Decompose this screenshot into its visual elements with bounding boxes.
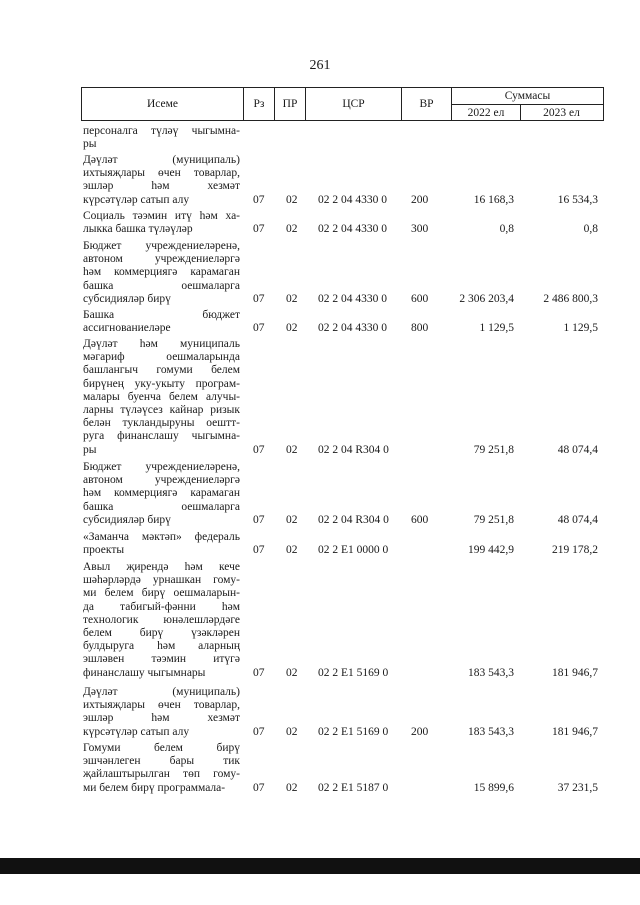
row-name-line: башка оешмаларга [83,500,240,513]
row-name-line: белем бирү үзәкләрен [83,626,240,639]
row-name-line: малары буенча белем алучы- [83,390,240,403]
row-rz: 07 [253,443,265,456]
row-name-line: һәм коммерциягә карамаган [83,266,240,279]
row-pr: 02 [286,725,298,738]
row-value-2022: 2 306 203,4 [459,292,514,305]
row-name [83,309,240,335]
header-year-2023: 2023 ел [543,106,580,119]
row-vr: 300 [411,223,429,236]
row-name [83,210,240,236]
row-name [83,240,240,306]
row-name-line: ихтыяҗлары өчен товарлар, [83,699,240,712]
row-vr: 200 [411,193,429,206]
row-name-line: Авыл җирендә һәм кече [83,561,240,573]
row-value-2023: 1 129,5 [563,322,598,335]
row-rz: 07 [253,322,265,335]
row-name-line: эшләр һәм хезмәт [83,180,240,193]
row-name-line: финанслашу чыгымнары [83,666,206,679]
row-value-2023: 16 534,3 [557,193,598,206]
page-number: 261 [309,58,331,73]
row-value-2022: 183 543,3 [468,666,514,679]
row-value-2022: 15 899,6 [473,781,514,794]
header-csr: ЦСР [306,88,402,120]
row-csr: 02 2 04 4330 0 [318,193,387,206]
header-pr: ПР [275,88,306,120]
row-rz: 07 [253,666,265,679]
row-csr: 02 2 04 R304 0 [318,443,389,456]
row-vr: 800 [411,322,429,335]
row-name-line: бирүнең уку-укыту програм- [83,377,240,390]
row-value-2022: 0,8 [499,223,514,236]
row-value-2023: 48 074,4 [557,443,598,456]
row-rz: 07 [253,544,265,557]
row-name-line: Башка бюджет [83,309,240,321]
row-name-line: җайлаштырылган төп гому- [83,768,240,781]
row-name [83,125,240,151]
row-name-line: «Заманча мәктәп» федераль [83,531,240,543]
row-name-line: мәгариф оешмаларында [83,351,240,364]
row-name-line: ларны түләүсез кайнар ризык [83,403,240,416]
row-name-line: лыкка башка түләүләр [83,223,193,236]
row-name-line: ассигнованиеләре [83,322,171,335]
row-pr: 02 [286,292,298,305]
row-name-line: күрсәтүләр сатып алу [83,193,190,206]
row-rz: 07 [253,781,265,794]
row-name-line: Бюджет учреждениеләренә, [83,461,240,473]
row-value-2023: 0,8 [583,223,598,236]
row-name-line: да табигый-фәнни һәм [83,600,240,613]
row-name-line: эшләр һәм хезмәт [83,712,240,725]
row-pr: 02 [286,223,298,236]
row-name-line: ихтыяҗлары өчен товарлар, [83,167,240,180]
row-value-2023: 219 178,2 [552,544,598,557]
row-name-line: башка оешмаларга [83,279,240,292]
row-value-2023: 37 231,5 [557,781,598,794]
row-name-line: Гомуми белем бирү [83,742,240,754]
row-value-2023: 181 946,7 [552,666,598,679]
row-pr: 02 [286,544,298,557]
table-header [81,87,604,121]
row-name-line: ры [83,443,97,456]
row-value-2023: 2 486 800,3 [543,292,598,305]
row-pr: 02 [286,513,298,526]
row-rz: 07 [253,223,265,236]
row-vr: 200 [411,725,429,738]
row-name-line: Бюджет учреждениеләренә, [83,240,240,252]
row-name-line: субсидияләр бирү [83,292,171,305]
row-name-line: Социаль тәэмин итү һәм ха- [83,210,240,222]
row-value-2022: 1 129,5 [479,322,514,335]
row-csr: 02 2 Е1 0000 0 [318,544,389,557]
row-csr: 02 2 Е1 5169 0 [318,725,389,738]
row-csr: 02 2 04 4330 0 [318,322,387,335]
row-name-line: Дәүләт һәм муниципаль [83,338,240,350]
header-year-2022: 2022 ел [452,104,521,121]
header-rz: Рз [244,88,275,120]
row-name-line: һәм коммерциягә карамаган [83,487,240,500]
row-rz: 07 [253,292,265,305]
row-name-line: ми белем бирү программала- [83,781,226,794]
scan-edge-bar [0,858,640,874]
row-value-2022: 79 251,8 [473,443,514,456]
row-name-line: эшчәнлеген бары тик [83,755,240,768]
row-value-2022: 199 442,9 [468,544,514,557]
row-name [83,338,240,457]
row-value-2023: 181 946,7 [552,725,598,738]
row-name-line: субсидияләр бирү [83,513,171,526]
row-rz: 07 [253,193,265,206]
row-name-line: проекты [83,544,125,557]
row-name [83,561,240,680]
row-csr: 02 2 Е1 5187 0 [318,781,389,794]
row-name-line: автоном учреждениеләргә [83,474,240,487]
row-rz: 07 [253,725,265,738]
row-name-line: персоналга түләү чыгымна- [83,125,240,137]
row-name [83,531,240,557]
row-value-2023: 48 074,4 [557,513,598,526]
row-pr: 02 [286,781,298,794]
row-name-line: белән тукландыруны оештт- [83,417,240,430]
row-name-line: ры [83,138,97,151]
row-name-line: технологик юнәлешләрдәге [83,613,240,626]
row-value-2022: 79 251,8 [473,513,514,526]
row-rz: 07 [253,513,265,526]
row-name-line: шәһәрләрдә урнашкан гому- [83,574,240,587]
row-name [83,461,240,527]
row-value-2022: 183 543,3 [468,725,514,738]
row-vr: 600 [411,292,429,305]
row-name-line: башлангыч гомуми белем [83,364,240,377]
row-name [83,154,240,207]
header-name: Исеме [82,88,244,120]
header-sums: Суммасы [452,88,603,105]
row-name-line: Дәүләт (муниципаль) [83,154,240,166]
row-name-line: булдыруга һәм аларның [83,640,240,653]
row-csr: 02 2 04 4330 0 [318,292,387,305]
row-csr: 02 2 04 4330 0 [318,223,387,236]
row-name-line: ми белем бирү оешмаларын- [83,587,240,600]
row-name-line: күрсәтүләр сатып алу [83,725,190,738]
row-pr: 02 [286,193,298,206]
row-name-line: автоном учреждениеләргә [83,253,240,266]
row-name [83,686,240,739]
row-pr: 02 [286,666,298,679]
row-name-line: руга финанслашу чыгымна- [83,430,240,443]
row-vr: 600 [411,513,429,526]
row-csr: 02 2 04 R304 0 [318,513,389,526]
row-value-2022: 16 168,3 [473,193,514,206]
row-csr: 02 2 Е1 5169 0 [318,666,389,679]
row-name-line: Дәүләт (муниципаль) [83,686,240,698]
header-vr: ВР [402,88,452,120]
row-pr: 02 [286,443,298,456]
row-name-line: эшләвен тәэмин итүгә [83,653,240,666]
row-pr: 02 [286,322,298,335]
row-name [83,742,240,795]
